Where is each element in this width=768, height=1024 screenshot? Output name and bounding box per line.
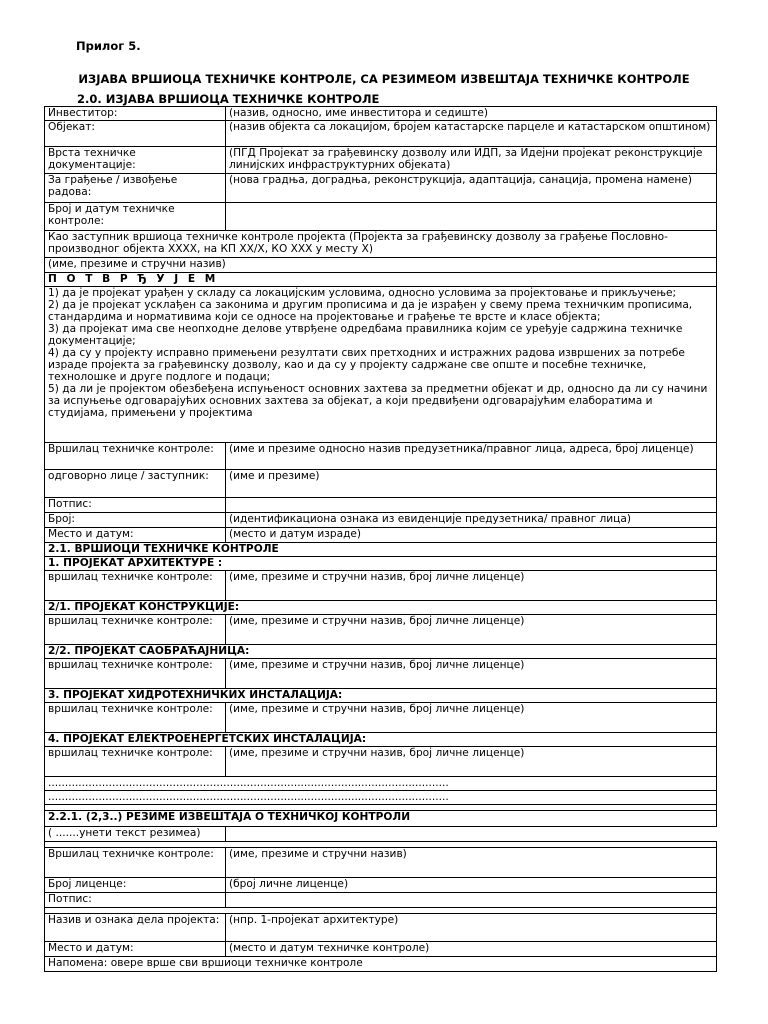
dots-row <box>45 777 717 791</box>
project-title-row <box>45 601 717 615</box>
responsible-person-value: (име и презиме) <box>226 470 717 498</box>
summary-controller-row <box>45 848 717 878</box>
project-title-row <box>45 689 717 703</box>
project-controller-value: (име, презиме и стручни назив, број личне лиценце) <box>226 615 717 645</box>
project-title-row <box>45 733 717 747</box>
place-date-label: Место и датум: <box>45 528 226 543</box>
confirm-item: 5) да ли је пројектом обезбеђена испуњеност основних захтева за предметни објекат и др, односно да ли су начини за испуњење одговарајућих основних захтева за објекат, а који предвиђени одговарајућим елаборатима и студијама, примењени у пројектима <box>48 383 708 419</box>
project-controller-row <box>45 703 717 733</box>
summary-part-row <box>45 914 717 942</box>
project-construction-title: 2/1. ПРОЈЕКАТ КОНСТРУКЦИЈЕ: <box>45 601 717 615</box>
dots-line-2: ....................................................................................................................... <box>45 791 717 805</box>
document-title: ИЗЈАВА ВРШИОЦА ТЕХНИЧКЕ КОНТРОЛЕ, СА РЕЗИМЕОМ ИЗВЕШТАЈА ТЕХНИЧКЕ КОНТРОЛЕ <box>78 72 690 86</box>
summary-signature-row <box>45 893 717 908</box>
number-label: Број: <box>45 513 226 528</box>
project-controller-label: вршилац техничке контроле: <box>45 615 226 645</box>
statement-form-table <box>44 106 717 972</box>
confirm-item: 2) да је пројекат усклађен са законима и другим прописима и да је израђен у свему према техничким прописима, стандардима и нормативима који се односе на пројектовање и грађење те врсте и класе објекта; <box>48 299 693 323</box>
form-row-place-date <box>45 528 717 543</box>
dots-line-1: ....................................................................................................................... <box>45 777 717 791</box>
form-row-representative <box>45 231 717 258</box>
project-controller-value: (име, презиме и стручни назив, број личне лиценце) <box>226 571 717 601</box>
project-controller-row <box>45 571 717 601</box>
confirm-item: 3) да пројекат има све неопходне делове утврђене одредбама правилника којим се уређује садржина техничке документације; <box>48 323 683 347</box>
summary-placeholder: ( .......унети текст резимеа) <box>45 827 226 842</box>
form-row-confirm-heading <box>45 273 717 287</box>
summary-signature-value <box>226 893 717 908</box>
summary-place-date-row <box>45 942 717 957</box>
confirm-heading: П О Т В Р Ђ У Ј Е М <box>45 273 717 287</box>
project-title-row <box>45 557 717 571</box>
summary-place-date-label: Место и датум: <box>45 942 226 957</box>
section-221-heading: 2.2.1. (2,3..) РЕЗИМЕ ИЗВЕШТАЈА О ТЕХНИЧКОЈ КОНТРОЛИ <box>45 811 717 827</box>
form-row-control-number <box>45 203 717 231</box>
investor-label: Инвеститор: <box>45 107 226 121</box>
controller-label: Вршилац техничке контроле: <box>45 443 226 470</box>
project-controller-row <box>45 659 717 689</box>
form-row-representative-name <box>45 258 717 273</box>
form-row-investor <box>45 107 717 121</box>
section-21-heading-row <box>45 543 717 557</box>
section-221-heading-row <box>45 811 717 827</box>
form-row-responsible-person <box>45 470 717 498</box>
form-row-confirm-items <box>45 287 717 443</box>
control-number-label: Број и датум техничке контроле: <box>45 203 226 231</box>
form-row-works-type <box>45 174 717 203</box>
place-date-value: (место и датум израде) <box>226 528 717 543</box>
note-row <box>45 957 717 972</box>
project-controller-value: (име, презиме и стручни назив, број личне лиценце) <box>226 703 717 733</box>
project-architecture-title: 1. ПРОЈЕКАТ АРХИТЕКТУРЕ : <box>45 557 717 571</box>
annex-label: Прилог 5. <box>76 39 141 53</box>
project-hydro-title: 3. ПРОЈЕКАТ ХИДРОТЕХНИЧКИХ ИНСТАЛАЦИЈА: <box>45 689 717 703</box>
doc-type-label: Врста техничке документације: <box>45 147 226 174</box>
project-controller-label: вршилац техничке контроле: <box>45 659 226 689</box>
section-20-title: 2.0. ИЗЈАВА ВРШИОЦА ТЕХНИЧКЕ КОНТРОЛЕ <box>77 92 380 106</box>
project-controller-label: вршилац техничке контроле: <box>45 703 226 733</box>
dots-row <box>45 791 717 805</box>
note-text: Напомена: овере врше сви вршиоци техничке контроле <box>45 957 717 972</box>
summary-part-label: Назив и ознака дела пројекта: <box>45 914 226 942</box>
representative-name: (име, презиме и стручни назив) <box>45 258 717 273</box>
project-controller-label: вршилац техничке контроле: <box>45 747 226 777</box>
number-value: (идентификациона ознака из евиденције предузетника/ правног лица) <box>226 513 717 528</box>
section-21-heading: 2.1. ВРШИОЦИ ТЕХНИЧКЕ КОНТРОЛЕ <box>45 543 717 557</box>
responsible-person-label: одговорно лице / заступник: <box>45 470 226 498</box>
project-roads-title: 2/2. ПРОЈЕКАТ САОБРАЋАЈНИЦА: <box>45 645 717 659</box>
summary-empty <box>226 827 717 842</box>
controller-value: (име и презиме односно назив предузетника/правног лица, адреса, број лиценце) <box>226 443 717 470</box>
summary-place-date-value: (место и датум техничке контроле) <box>226 942 717 957</box>
form-row-signature <box>45 498 717 513</box>
form-row-controller <box>45 443 717 470</box>
summary-row <box>45 827 717 842</box>
form-row-doc-type <box>45 147 717 174</box>
project-controller-row <box>45 615 717 645</box>
works-type-value: (нова градња, доградња, реконструкција, адаптација, санација, промена намене) <box>226 174 717 203</box>
summary-part-value: (нпр. 1-пројекат архитектуре) <box>226 914 717 942</box>
summary-controller-label: Вршилац техничке контроле: <box>45 848 226 878</box>
project-title-row <box>45 645 717 659</box>
confirm-item: 4) да су у пројекту исправно примењени резултати свих претходних и истражних радова извршених за потребе израде пројекта за грађевинску дозволу, као и да су у пројекту садржане све опште и посебне техничке, технолошке и друге подлоге и подаци; <box>48 347 685 383</box>
confirm-item: 1) да је пројекат урађен у складу са локацијским условима, односно условима за пројектовање и прикључење; <box>48 287 677 299</box>
summary-license-row <box>45 878 717 893</box>
project-controller-value: (име, презиме и стручни назив, број личне лиценце) <box>226 747 717 777</box>
summary-license-label: Број лиценце: <box>45 878 226 893</box>
project-electrical-title: 4. ПРОЈЕКАТ ЕЛЕКТРОЕНЕРГЕТСКИХ ИНСТАЛАЦИЈА: <box>45 733 717 747</box>
form-row-object <box>45 121 717 147</box>
signature-value <box>226 498 717 513</box>
object-value: (назив објекта са локацијом, бројем катастарске парцеле и катастарском општином) <box>226 121 717 147</box>
summary-controller-value: (име, презиме и стручни назив) <box>226 848 717 878</box>
object-label: Објекат: <box>45 121 226 147</box>
works-type-label: За грађење / извођење радова: <box>45 174 226 203</box>
signature-label: Потпис: <box>45 498 226 513</box>
project-controller-label: вршилац техничке контроле: <box>45 571 226 601</box>
control-number-value <box>226 203 717 231</box>
project-controller-value: (име, презиме и стручни назив, број личне лиценце) <box>226 659 717 689</box>
doc-type-value: (ПГД Пројекат за грађевинску дозволу или ИДП, за Идејни пројекат реконструкције линијских инфраструктурних објеката) <box>226 147 717 174</box>
project-controller-row <box>45 747 717 777</box>
confirm-items <box>45 287 717 443</box>
summary-license-value: (број личне лиценце) <box>226 878 717 893</box>
investor-value: (назив, односно, име инвеститора и седиште) <box>226 107 717 121</box>
form-row-number <box>45 513 717 528</box>
representative-text: Као заступник вршиоца техничке контроле пројекта (Пројекта за грађевинску дозволу за грађење Пословно-производног објекта XXXX, на КП XX/X, КО XXX у месту X) <box>45 231 717 258</box>
summary-signature-label: Потпис: <box>45 893 226 908</box>
